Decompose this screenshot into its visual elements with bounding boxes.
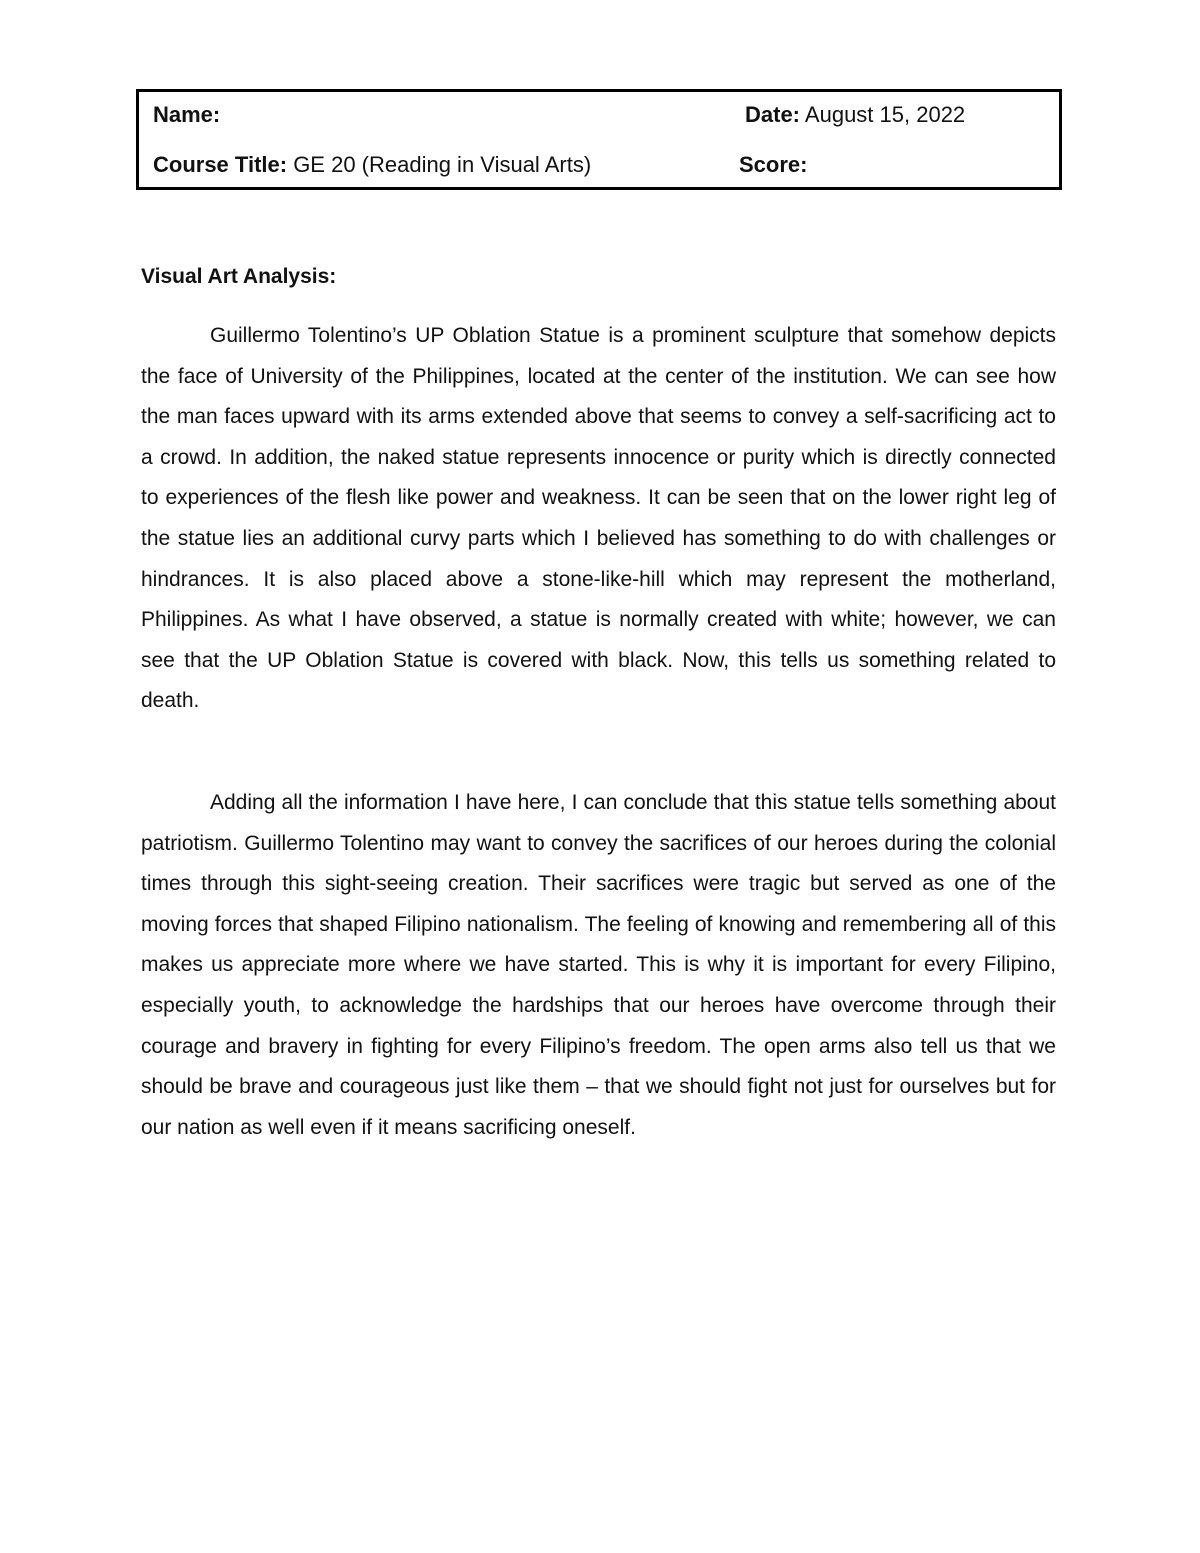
student-info-box: [136, 89, 1062, 190]
name-label: Name:: [153, 102, 221, 127]
date-line: [745, 102, 965, 128]
score-label: Score:: [739, 152, 808, 177]
score-line: [739, 152, 807, 178]
course-line: [153, 152, 591, 178]
course-label: Course Title:: [153, 152, 288, 177]
name-line: [153, 102, 220, 128]
section-title: Visual Art Analysis:: [141, 265, 337, 288]
date-value: August 15, 2022: [804, 102, 966, 127]
date-label: Date:: [745, 102, 801, 127]
course-value: GE 20 (Reading in Visual Arts): [293, 152, 592, 177]
body-paragraph-2: Adding all the information I have here, I can conclude that this statue tells something about patriotism. Guillermo Tolentino may want to convey the sacrifices of our heroes during the colonial times through this sight-seeing creation. Their sacrifices were tragic but served as one of the moving forces that shaped Filipino nationalism. The feeling of knowing and remembering all of this makes us appreciate more where we have started. This is why it is important for every Filipino, especially youth, to acknowledge the hardships that our heroes have overcome through their courage and bravery in fighting for every Filipino’s freedom. The open arms also tell us that we should be brave and courageous just like them – that we should fight not just for ourselves but for our nation as well even if it means sacrificing oneself.: [141, 791, 1056, 1139]
body-paragraph-1: Guillermo Tolentino’s UP Oblation Statue is a prominent sculpture that somehow depicts the face of University of the Philippines, located at the center of the institution. We can see how the man faces upward with its arms extended above that seems to convey a self-sacrificing act to a crowd. In addition, the naked statue represents innocence or purity which is directly connected to experiences of the flesh like power and weakness. It can be seen that on the lower right leg of the statue lies an additional curvy parts which I believed has something to do with challenges or hindrances. It is also placed above a stone-like-hill which may represent the motherland, Philippines. As what I have observed, a statue is normally created with white; however, we can see that the UP Oblation Statue is covered with black. Now, this tells us something related to death.: [141, 324, 1056, 713]
